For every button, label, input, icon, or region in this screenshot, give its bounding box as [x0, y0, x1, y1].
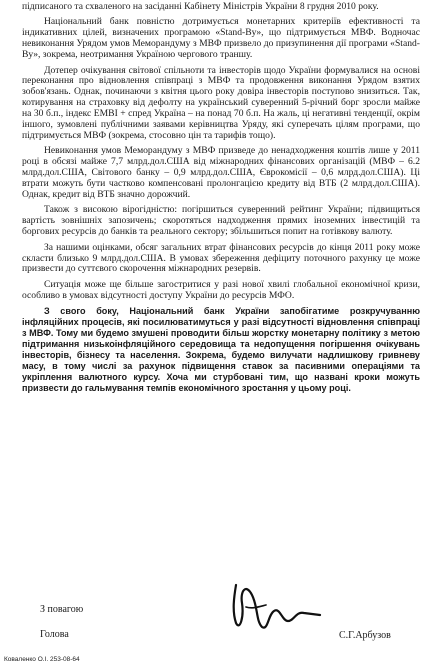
paragraph-nbu-policy: З свого боку, Національний банк України запобігатиме розкручуванню інфляційних процесів, які посилюватимуться у разі відсутності відновлення співпраці з МВФ. Тому ми будемо змушені проводити більш жорстку монетарну політику з метою підтримання низькоінфляційного середовища та недопущення погіршення очікувань інвесторів, бізнесу та населення. Зокрема, будемо вилучати надлишкову гривневу масу, в тому числі за рахунок підвищення ставок за пасивними операціями та укріплення валютного курсу. Хоча ми стурбовані тим, що названі кроки можуть призвести до гальмування темпів економічного зростання у цьому році. [22, 306, 420, 393]
regards-text: З повагою [40, 604, 84, 615]
paragraph-funding-loss: Невиконання умов Меморандуму з МВФ призведе до ненадходження коштів лише у 2011 році в обсязі майже 7,7 млрд.дол.США від міжнародних фінансових організацій (МВФ – 6.2 млрд.дол.США, Світового банку – 0,9 млрд.дол.США, Єврокомісії – 0,6 млрд.дол.США). Ці втрати можуть бути частково компенсовані пролонгацією кредиту від ВТБ (2 млрд.дол.США). Однак, кредит від ВТБ значно дорожчий. [22, 145, 420, 200]
paragraph-crisis-risk: Ситуація може ще більше загостритися у разі нової хвилі глобальної економічної кризи, особливо в умовах відсутності доступу України до ресурсів МФО. [22, 278, 420, 301]
signer-name: С.Г.Арбузов [339, 630, 391, 641]
paragraph-loss-estimate: За нашими оцінками, обсяг загальних втрат фінансових ресурсів до кінця 2011 року може скласти близько 9 млрд.дол.США. В умовах збереження дефіциту поточного рахунку це може призвести до суттєвого скорочення міжнародних резервів. [22, 241, 420, 275]
paragraph-continuation: підписаного та схваленого на засіданні Кабінету Міністрів України 8 грудня 2010 року. [22, 1, 379, 12]
position-title: Голова [40, 629, 69, 640]
paragraph-monetary-criteria: Національний банк повністю дотримується монетарних критеріїв ефективності та індикативних цілей, визначених програмою «Stand-By», що підтримується МВФ. Водночас невиконання Урядом умов Меморандуму з МВФ призвело до призупинення дії програми «Stand-By», зокрема, неотримання Україною чергового траншу. [22, 16, 420, 61]
handwritten-signature [222, 577, 322, 637]
closing-block [40, 604, 83, 654]
paragraph-investor-expectations: Дотепер очікування світової спільноти та інвесторів щодо України формувалися на основі переконання про відновлення співпраці з МВФ та продовження виконання Урядом взятих зобов'язань. Однак, починаючи з квітня цього року довіра інвесторів поступово знизиться. Так, котирування на страховку від дефолту на український суверенний 5-річний борг зросли майже на 30 б.п., індекс EMBI + спред Україна – на понад 70 б.п. На жаль, ці негативні тенденції, окрім іншого, зумовлені публічними заявами керівництва Уряду, які суперечать цілям програми, що підтримується МВФ (зокрема, стосовно цін та тарифів тощо). [22, 64, 420, 141]
letter-body [22, 2, 420, 398]
paragraph-consequences: Також з високою вірогідністю: погіршиться суверенний рейтинг України; підвищиться вартість зовнішніх запозичень; скоротяться надходження прямих іноземних інвестицій та боргових ресурсів до банків та реального сектору; збільшиться попит на готівкову валюту. [22, 204, 420, 238]
executor-note: Коваленко О.І. 253-08-64 [4, 656, 80, 663]
